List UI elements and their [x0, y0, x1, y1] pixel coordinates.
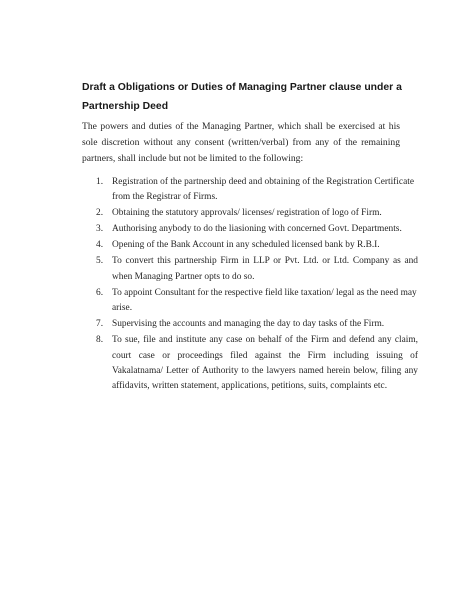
list-item — [82, 286, 418, 317]
document-heading: Draft a Obligations or Duties of Managing Partner clause under a Partnership Deed — [82, 82, 402, 112]
list-item-text: Registration of the partnership deed and obtaining of the Registration Certificate from the Registrar of Firms. — [112, 177, 414, 203]
list-item-number: 1. — [96, 177, 104, 187]
list-item — [82, 222, 418, 237]
list-item — [82, 317, 418, 332]
list-item-text: To sue, file and institute any case on behalf of the Firm and defend any claim, court case or proceedings filed against the Firm including issuing of Vakalatnama/ Letter of Authority to the lawyers named herein below, filing any affidavits, written statement, applications, petitions, suits, complaints etc. — [112, 335, 418, 392]
list-item-text: To appoint Consultant for the respective field like taxation/ legal as the need may arise. — [112, 287, 417, 314]
list-item-number: 2. — [96, 208, 104, 219]
duties-list — [82, 175, 418, 395]
list-item-number: 6. — [96, 287, 104, 298]
list-item — [82, 238, 418, 253]
list-item-number: 4. — [96, 240, 104, 251]
list-item-number: 7. — [96, 319, 104, 330]
list-item — [82, 333, 418, 395]
list-item — [82, 206, 418, 221]
list-item-text: Authorising anybody to do the liasioning with concerned Govt. Departments. — [112, 224, 402, 235]
intro-paragraph: The powers and duties of the Managing Partner, which shall be exercised at his sole discretion without any consent (written/verbal) from any of the remaining partners, shall include but not be limited to the following: — [82, 121, 400, 165]
list-item-text: Obtaining the statutory approvals/ licenses/ registration of logo of Firm. — [112, 208, 382, 219]
list-item-number: 8. — [96, 335, 104, 346]
list-item-text: To convert this partnership Firm in LLP or Pvt. Ltd. or Ltd. Company as and when Managing Partner opts to do so. — [112, 256, 418, 282]
list-item-text: Supervising the accounts and managing the day to day tasks of the Firm. — [112, 319, 385, 330]
list-item — [82, 254, 418, 285]
list-item-number: 3. — [96, 224, 104, 235]
list-item-number: 5. — [96, 256, 104, 267]
list-item — [82, 175, 418, 206]
list-item-text: Opening of the Bank Account in any scheduled licensed bank by R.B.I. — [112, 240, 380, 251]
